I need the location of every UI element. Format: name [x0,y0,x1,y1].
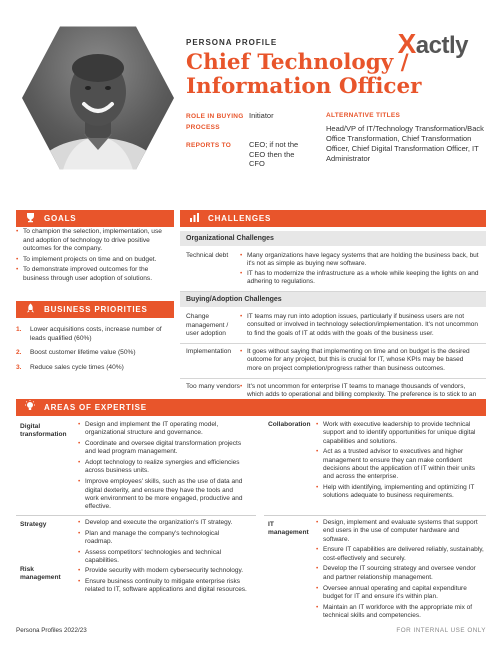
challenges-header [180,210,486,227]
footer-right: FOR INTERNAL USE ONLY [396,627,486,634]
trophy-icon [24,212,36,226]
expertise-bullet: • Ensure business continuity to mitigate enterprise risks related to IT, software applications and digital resources. [78,578,248,595]
expertise-header [16,399,486,416]
challenge-bullet: • IT teams may run into adoption issues, particularly if business users are not consulted or involved in technology selection/implementation. It's not uncommon to find the goals of IT at odds with the goals of the business user. [240,313,480,338]
alt-titles-label: ALTERNATIVE TITLES [326,112,401,119]
role-label [186,111,246,132]
challenge-bullets [240,348,480,374]
alt-titles-value: Head/VP of IT/Technology Transformation/Back Office Transformation, Chief Transformation Officer, Chief Digital Transformation Officer, IT Administrator [326,123,484,163]
priority-number: 1. [16,326,22,333]
expertise-bullet: • Ensure IT capabilities are delivered reliably, sustainably, cost-effectively and securely. [316,546,486,563]
logo-x-mark: X [397,28,416,59]
challenge-label: Technical debt [186,252,229,259]
challenge-bullet: • IT has to modernize the infrastructure as a whole while keeping the lights on and adhering to regulations. [240,270,480,287]
expertise-bullet: • Adopt technology to realize synergies and efficiencies across business units. [78,459,248,476]
priority-text: Boost customer lifetime value (50%) [30,349,136,356]
reports-value: CEO; if not the CEO then the CFO [249,140,299,168]
rocket-icon [24,303,36,317]
challenge-bullet: • It goes without saying that implementing on time and on budget is the desired outcome for any project, but this is crucial for IT, whose KPIs may be based more on project completion/progress rather than business outcomes. [240,348,480,373]
challenges-heading: CHALLENGES [208,214,272,223]
expertise-bullets [316,519,486,623]
page-footer [16,627,486,634]
priority-number: 3. [16,363,22,371]
priority-text: Reduce sales cycle times (40%) [30,363,124,371]
expertise-divider [264,515,486,516]
priority-item [16,349,174,358]
challenge-label: Implementation [186,348,232,356]
buy-challenges-subheader: Buying/Adoption Challenges [180,292,486,307]
expertise-bullet: • Develop the IT sourcing strategy and oversee vendor and partner relationship management. [316,565,486,582]
persona-kicker: PERSONA PROFILE [186,38,278,47]
priorities-list [16,326,174,378]
priorities-header [16,301,174,318]
expertise-bullets [78,567,248,597]
challenge-row [180,246,486,292]
goal-item: • To champion the selection, implementation, use and adoption of technology to drive positive outcomes for the company. [16,228,166,254]
challenges-section [180,210,486,413]
expertise-divider [16,515,256,516]
expertise-label: Strategy [20,521,47,528]
expertise-bullets [78,421,248,514]
expertise-bullet: • Design, implement and evaluate systems that support end users in the use of computer hardware and software. [316,519,486,544]
expertise-bullet: • Coordinate and oversee digital transformation projects and lead program management. [78,440,248,457]
challenge-bullets [240,313,480,339]
title-line-2: Information Officer [186,74,422,99]
title-line-1: Chief Technology / [186,50,409,75]
expertise-bullet: • Improve employees' skills, such as the use of data and digital dexterity, and ensure they have the tools and work environment to be more engaged, productive and effective. [78,478,248,511]
expertise-bullets [78,519,248,568]
page-title [186,51,486,99]
challenge-bullets [240,252,480,287]
expertise-bullet: • Assess competitors' technologies and technical capabilities. [78,549,248,566]
goals-list [16,228,166,286]
persona-portrait [22,22,174,174]
expertise-label: IT management [268,521,309,537]
alt-titles [326,111,486,164]
logo-text: Xactly [397,28,468,59]
goals-heading: GOALS [44,214,77,223]
role-value: Initiator [249,111,274,120]
expertise-heading: AREAS OF EXPERTISE [44,403,147,412]
priority-text: Lower acquisitions costs, increase number of leads qualified (60%) [30,326,162,342]
challenge-row [180,344,486,379]
goals-header [16,210,174,227]
expertise-label: Digital transformation [20,423,67,439]
expertise-bullet: • Plan and manage the company's technological roadmap. [78,530,248,547]
role-label-text: ROLE IN BUYING PROCESS [186,113,244,131]
expertise-bullet: • Work with executive leadership to provide technical support and to identify opportunities for unique digital capabilities and solutions. [316,421,486,446]
org-challenges-subheader: Organizational Challenges [180,231,486,246]
challenge-bullet: • Many organizations have legacy systems that are holding the business back, but it's not as simple as buying new software. [240,252,480,269]
expertise-bullet: • Develop and execute the organization's IT strategy. [78,519,248,527]
expertise-bullet: • Design and implement the IT operating model, organizational structure and governance. [78,421,248,438]
footer-left: Persona Profiles 2022/23 [16,627,87,634]
challenge-label: Too many vendors [186,382,240,390]
expertise-label: Risk management [20,566,61,582]
portrait-illustration [22,22,174,174]
goal-item: • To implement projects on time and on budget. [16,256,166,265]
chart-icon [188,212,200,226]
expertise-bullet: • Oversee annual operating and capital expenditure budget for IT and ensure it's within plan. [316,585,486,602]
expertise-label: Collaboration [268,421,311,428]
priorities-heading: BUSINESS PRIORITIES [44,305,148,314]
challenge-row [180,307,486,344]
goal-item: • To demonstrate improved outcomes for the business through user adoption of solutions. [16,266,166,283]
expertise-bullet: • Maintain an IT workforce with the appropriate mix of technical skills and competencies. [316,604,486,621]
expertise-bullet: • Provide security with modern cybersecurity technology. [78,567,248,575]
challenge-label: Change management / user adoption [186,313,229,337]
challenge-bullet: • It's not uncommon for enterprise IT teams to manage thousands of vendors, which adds to operational and billing complexity. The preference is to stick to an [240,383,480,408]
expertise-bullet: • Help with identifying, implementing and optimizing IT solutions adequate to business requirements. [316,484,486,501]
expertise-bullets [316,421,486,503]
priority-number: 2. [16,349,22,356]
reports-label [186,140,246,151]
lightbulb-icon [24,400,36,415]
priority-item [16,326,174,343]
expertise-bullet: • Act as a trusted advisor to executives and higher management to ensure they can make confident decisions about the application of IT within their units and across the enterprise. [316,448,486,481]
reports-label-text: REPORTS TO [186,142,232,149]
priority-item [16,364,174,373]
